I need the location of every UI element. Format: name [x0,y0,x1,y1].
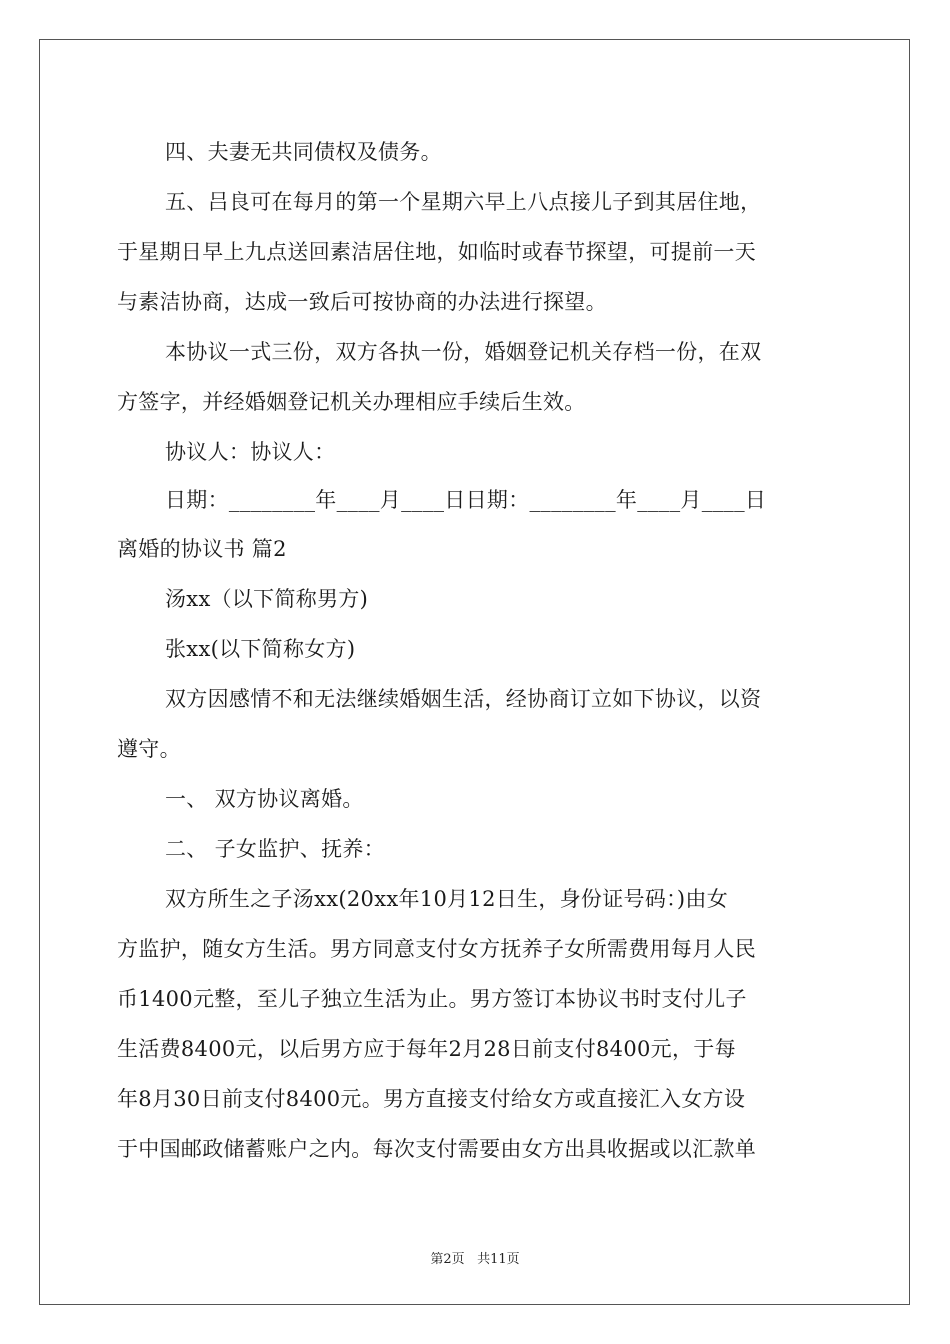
clause-line: 二、 子女监护、抚养： [165,837,385,861]
page-border [39,39,910,1305]
clause-line: 一、 双方协议离婚。 [165,787,364,811]
section-heading: 离婚的协议书 篇2 [117,537,287,561]
party-line: 张xx(以下简称女方) [165,637,356,661]
text-line: 与素洁协商，达成一致后可按协商的办法进行探望。 [117,290,607,314]
text-line: 于中国邮政储蓄账户之内。每次支付需要由女方出具收据或以汇款单 [117,1137,756,1161]
page-number: 第2页 [430,1252,465,1267]
page-footer [0,1248,950,1267]
date-line: 日期：________年____月____日日期：________年____月____日 [165,488,767,512]
text-line: 方签字，并经婚姻登记机关办理相应手续后生效。 [117,390,586,414]
text-line: 于星期日早上九点送回素洁居住地，如临时或春节探望，可提前一天 [117,240,756,264]
text-line: 双方因感情不和无法继续婚姻生活，经协商订立如下协议，以资 [165,687,762,711]
text-line: 年8月30日前支付8400元。男方直接支付给女方或直接汇入女方设 [117,1087,746,1111]
text-line: 五、吕良可在每月的第一个星期六早上八点接儿子到其居住地， [165,190,762,214]
text-line: 双方所生之子汤xx(20xx年10月12日生，身份证号码：)由女 [165,887,729,911]
text-line: 生活费8400元，以后男方应于每年2月28日前支付8400元，于每 [117,1037,736,1061]
text-line: 方监护，随女方生活。男方同意支付女方抚养子女所需费用每月人民 [117,937,756,961]
signatory-line: 协议人：协议人： [165,440,336,464]
text-line: 四、夫妻无共同债权及债务。 [165,140,442,164]
page-total: 共11页 [477,1252,520,1267]
text-line: 本协议一式三份，双方各执一份，婚姻登记机关存档一份，在双 [165,340,762,364]
text-line: 币1400元整，至儿子独立生活为止。男方签订本协议书时支付儿子 [117,987,747,1011]
text-line: 遵守。 [117,737,181,761]
party-line: 汤xx（以下简称男方) [165,587,369,611]
